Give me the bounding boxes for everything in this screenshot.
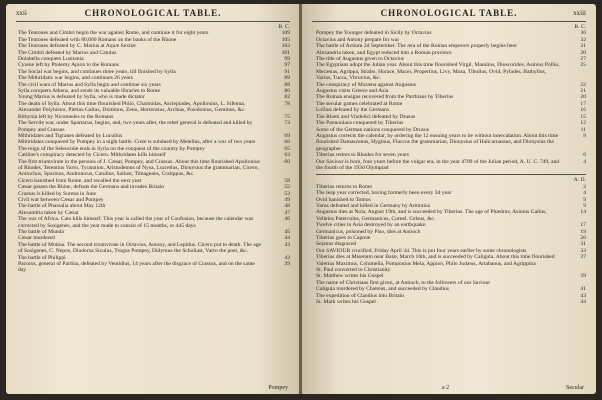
era-label: B. C.	[278, 24, 290, 30]
event-year: 58	[284, 177, 290, 184]
event-text: Augustus visits Greece and Asia	[316, 88, 389, 95]
signature-mark: a 2	[442, 385, 450, 391]
event-text: Tiberius dies at Misenum near Baiæ, March 16th, and is succeeded by Caligula. About this time flourished Valerius Maximus, Columella, Pomponius Mela, Appion, Philo Judæus, Artabanus, and Agrippina	[316, 254, 555, 267]
event-text: Tiberius returns to Rome	[316, 183, 372, 190]
event-year: 30	[580, 49, 586, 56]
event-text: St. Matthew writes his Gospel	[316, 273, 384, 280]
event-text: The Social war begins, and continues three years, till finished by Sylla	[18, 68, 176, 75]
event-text: The name of Christians first given, at Antioch, to the followers of our Saviour	[316, 279, 491, 286]
event-year: 31	[580, 241, 586, 248]
event-year: 101	[281, 49, 290, 56]
event-text: The leap year corrected, having formerly been every 3d year	[316, 190, 452, 197]
event-year: 46	[284, 216, 290, 223]
event-text: Varus defeated and killed in Germany by Arminius	[316, 202, 430, 209]
section-rule	[316, 174, 586, 175]
event-text: Augustus dies at Nola, August 19th, and is succeeded by Tiberius. The age of Phædrus, Asinius Gallus, Velleius Paterculus, Germanicus, Cornel. Celsus, &c.	[316, 209, 547, 222]
event-year: 31	[580, 43, 586, 50]
event-year: 43	[580, 292, 586, 299]
event-year: 22	[580, 81, 586, 88]
event-year: 36	[580, 30, 586, 37]
event-year: 73	[284, 120, 290, 127]
event-text: Mithridates and Tigranes defeated by Lucullus	[18, 132, 123, 139]
event-text: The battle of Pharsalia about May 12th	[18, 203, 106, 210]
event-year: 69	[284, 132, 290, 139]
event-year: 4	[583, 190, 586, 197]
page-number: xxii	[16, 9, 27, 17]
event-text: The Roman ensigns recovered from the Parthians by Tiberius	[316, 94, 454, 101]
table-row	[316, 299, 586, 305]
event-year: 39	[580, 273, 586, 280]
event-text: Cyrene left by Ptolemy Apion to the Romans	[18, 62, 119, 69]
event-year: 78	[284, 100, 290, 107]
event-year: 75	[284, 113, 290, 120]
table-row	[18, 242, 290, 255]
event-year: 25	[580, 62, 586, 69]
event-year: 2	[583, 183, 586, 190]
table-row	[18, 159, 290, 178]
event-year: 21	[580, 88, 586, 95]
entries-column	[18, 24, 290, 274]
event-year: 12	[580, 120, 586, 127]
right-page	[302, 4, 596, 394]
event-year: 14	[580, 209, 586, 216]
event-text: Octavius and Antony prepare for war	[316, 36, 400, 43]
event-year: 27	[580, 56, 586, 63]
table-row	[316, 62, 586, 81]
table-row	[316, 254, 586, 267]
page-number: xxiii	[573, 9, 586, 17]
event-year: 43	[284, 241, 290, 248]
header-rule	[312, 21, 586, 22]
event-year: 20	[580, 94, 586, 101]
event-text: Cæsar murdered	[18, 235, 55, 242]
event-text: Caligula murdered by Chæreas, and succeeded by Claudius	[316, 286, 449, 293]
event-text: The Mithridatic war begins, and continues 26 years	[18, 75, 133, 82]
event-text: Mithridates conquered by Pompey in a night battle. Crete is subdued by Metellus, after a war of two years	[18, 139, 256, 146]
event-year: 89	[284, 75, 290, 82]
event-year: 102	[281, 43, 290, 50]
event-year: 39	[284, 261, 290, 268]
event-text: The battle of Munda	[18, 229, 64, 235]
event-year: 44	[580, 299, 586, 306]
event-year: 17	[580, 100, 586, 107]
event-year: 82	[284, 94, 290, 101]
event-text: Sylla conquers Athens, and sends its valuable libraries to Rome	[18, 88, 160, 95]
entries-column	[316, 24, 586, 305]
event-year: 26	[580, 235, 586, 241]
event-text: Alexandria taken by Cæsar	[18, 209, 79, 216]
event-text: Pacorus, general of Parthia, defeated by Ventidius, 14 years after the disgrace of Crassus, and on the same day	[18, 261, 255, 274]
event-text: Cæsar passes the Rhine, defeats the Germans and invades Britain	[18, 184, 165, 191]
era-label-ad: A. D.	[573, 177, 586, 184]
event-year: 53	[284, 190, 290, 197]
event-text: The Egyptians adopt the Julian year. About this time flourished Virgil, Manilius, Dioscorides, Asinius Pollio, Mecænas, Agrippa, Strabo, Horace, Macer, Propertius, Livy, Musa, Tibullus, Ovid, Pylades, Bathyllus, Varius, Tucca, Vitruvius, &c.	[316, 62, 560, 82]
open-book	[6, 4, 596, 394]
table-row	[316, 133, 586, 152]
event-year: 32	[580, 36, 586, 43]
event-text: The death of Sylla. About this time flourished Philo, Charmidas, Asclepiades, Apollonius, L. Sifenna, Alexander Polyhistor, Pletius Gallus, Diotimus, Zeno, Hortensius, Archias, Posidonius, Geminus, &c.	[18, 100, 246, 114]
event-year: 41	[580, 286, 586, 293]
event-text: St. Paul converted to Christianity	[316, 267, 391, 274]
event-year: 109	[281, 30, 290, 37]
page-header: CHRONOLOGICAL TABLE.	[84, 8, 222, 18]
event-text: Tiberius retires to Rhodes for seven years	[316, 152, 410, 159]
event-text: The Cimbri defeated by Marius and Catulus	[18, 49, 117, 56]
event-year: 47	[284, 209, 290, 216]
page-header: CHRONOLOGICAL TABLE.	[380, 8, 518, 18]
event-year: 86	[284, 88, 290, 95]
event-year: 8	[583, 132, 586, 139]
event-year: 19	[580, 228, 586, 235]
event-text: Twelve cities in Asia destroyed by an earthquake	[316, 222, 426, 229]
event-text: The Rhæti and Vindelici defeated by Drusus	[316, 113, 416, 120]
event-text: The expedition of Claudius into Britain	[316, 292, 405, 299]
event-text: Ovid banished to Tomos	[316, 196, 371, 203]
event-text: Alexandria taken, and Egypt reduced into a Roman province	[316, 49, 452, 56]
table-row	[18, 261, 290, 274]
event-year: 45	[284, 229, 290, 235]
event-year: 44	[284, 235, 290, 242]
event-text: Pompey the Younger defeated in Sicily by Octavius	[316, 30, 432, 37]
event-year: 17	[580, 222, 586, 229]
era-label: B. C.	[574, 24, 586, 30]
event-text: Tiberius goes to Capreæ	[316, 235, 371, 241]
event-text: Civil war between Cæsar and Pompey	[18, 196, 104, 203]
event-text: Catiline's conspiracy detected by Cicero. Mithridates kills himself	[18, 152, 166, 159]
event-text: The Pannonians conquered by Tiberius	[316, 120, 404, 127]
event-text: The Teutones and Cimbri begin the war against Rome, and continue it for eight years	[18, 30, 209, 37]
event-text: The battle of Actium 2d September. The æra of the Roman emperors properly begins here	[316, 43, 517, 50]
catchword: Pompey	[268, 385, 288, 391]
event-year: 16	[580, 107, 586, 114]
event-year: 11	[580, 126, 586, 133]
event-year: 49	[284, 196, 290, 203]
event-text: Bithynia left by Nicomedes to the Romans	[18, 113, 114, 120]
event-year: 33	[580, 247, 586, 254]
event-year: 66	[284, 139, 290, 146]
event-text: Crassus is killed by Surena in June	[18, 190, 96, 197]
event-year: 91	[284, 68, 290, 75]
catchword: Secular	[566, 385, 584, 391]
event-text: Dolabella conquers Lusitania	[18, 56, 84, 63]
event-text: The title of Augustus given to Octavius	[316, 56, 404, 63]
event-year: 97	[284, 62, 290, 69]
event-text: The reign of the Seleucidæ ends in Syria on the conquest of the country by Pompey	[18, 145, 205, 152]
event-year: 63	[284, 152, 290, 159]
event-year: 99	[284, 56, 290, 63]
event-text: Lollius defeated by the Germans	[316, 107, 390, 114]
event-text: The war of Africa. Cato kills himself. This year is called the year of Confusion, because the calendar was corrected by Sosigenes, and the year made to consist of 15 months, or 445 days	[18, 216, 254, 229]
event-year: 9	[583, 196, 586, 203]
event-text: The civil wars of Marius and Sylla begin and continue six years	[18, 81, 161, 88]
event-year: 60	[284, 158, 290, 165]
event-text: St. Mark writes his Gospel	[316, 299, 376, 306]
event-year: 9	[583, 202, 586, 209]
table-row	[18, 120, 290, 133]
event-text: Some of the German nations conquered by Drusus	[316, 126, 429, 133]
event-year: 88	[284, 81, 290, 88]
table-row	[316, 209, 586, 222]
table-row	[316, 159, 586, 172]
event-text: The battle of Mutina. The second triumvirate in Octavius, Antony, and Lepidus. Cicero put to death. The age of Sosigenes, C. Nepos, Diodorus Siculus, Trogus Pompey, Didymus the Scholiast, Varro the poet, &c.	[18, 241, 262, 255]
event-text: The secular games celebrated at Rome	[316, 100, 403, 107]
left-page	[6, 4, 300, 394]
event-year: 4	[583, 158, 586, 165]
event-year: 105	[281, 36, 290, 43]
event-year: 37	[580, 254, 586, 261]
event-text: Our SAVIOUR crucified, Friday April 3d. This is put four years earlier by some chronologists	[316, 247, 527, 254]
event-year: 55	[284, 184, 290, 191]
event-text: Sejanus disgraced	[316, 241, 357, 248]
event-year: 6	[583, 152, 586, 159]
event-text: Young Marius is defeated by Sylla, who is made dictator	[18, 94, 145, 101]
event-text: Cicero banished from Rome, and recalled the next year	[18, 177, 142, 184]
header-rule	[16, 21, 290, 22]
event-text: The first triumvirate in the persons of J. Cæsar, Pompey, and Crassus. About this time flourished Apollonius of Rhodes, Terentius Varro, Tyrannion, Aristodemus of Nysa, Lucretius, Dionysius the grammarian, Cicero, Antiochus, Spurinus, Andronicus, Catullus, Sallust, Timagenes, Craitppus, &c.	[18, 158, 260, 178]
event-text: The Teutones defeated by C. Marius at Aquæ Sextiæ	[18, 43, 136, 50]
event-text: The battle of Philippi	[18, 254, 66, 261]
event-text: Augustus corrects the calendar, by ordering the 12 ensuing years to be without intercalation. About this time flourished Damascenus, Hyginus, Flaccus the grammarian, Dionysius of Halicarnassus, and Dionysius the geographer	[316, 132, 559, 152]
event-text: Our Saviour is born, four years before the vulgar era, in the year 4709 of the Julian period, A. U. C. 749, and the fourth of the 193d Olympiad	[316, 158, 560, 171]
event-year: 65	[284, 145, 290, 152]
event-year: 15	[580, 113, 586, 120]
event-text: The conspiracy of Muræna against Augustus	[316, 81, 416, 88]
event-text: The Teutones defeated with 80,000 Romans on the banks of the Rhone	[18, 36, 177, 43]
event-text: The Servile war, under Spartacus, begins, and, two years after, the rebel general is defeated and killed by Pompey and Crassus	[18, 120, 253, 133]
table-row	[18, 101, 290, 114]
event-year: 42	[284, 254, 290, 261]
event-year: 48	[284, 203, 290, 210]
event-text: Germanicus, poisoned by Piso, dies at Antioch	[316, 228, 421, 235]
table-row	[18, 216, 290, 229]
